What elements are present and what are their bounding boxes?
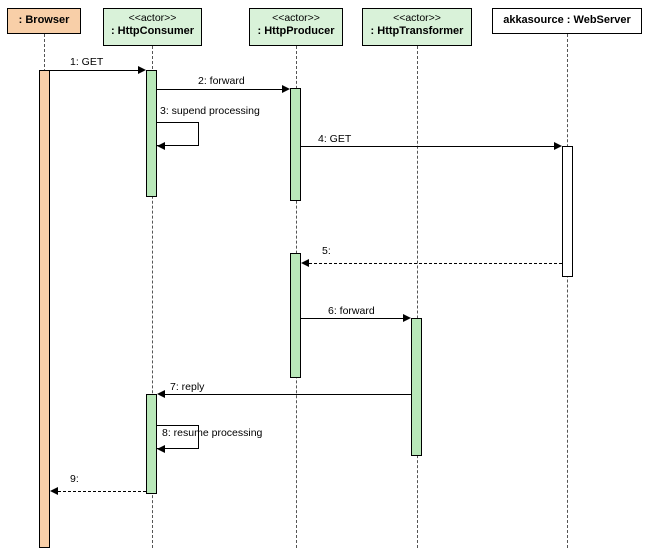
message-1-arrowhead xyxy=(138,66,146,74)
message-7-label: 7: reply xyxy=(170,381,205,393)
message-5-label: 5: xyxy=(322,245,331,257)
activation-webserver xyxy=(562,146,573,277)
activation-httpproducer-1 xyxy=(290,88,301,201)
activation-httpconsumer-1 xyxy=(146,70,157,197)
lifeline-name-browser: : Browser xyxy=(18,14,70,26)
message-6-line xyxy=(301,318,403,319)
message-7-line xyxy=(165,394,411,395)
message-5-line xyxy=(309,263,562,264)
lifeline-name-httpconsumer: : HttpConsumer xyxy=(110,25,195,38)
lifeline-head-httptransformer[interactable] xyxy=(362,8,472,46)
lifeline-dash-webserver xyxy=(567,34,568,548)
message-4-arrowhead xyxy=(554,142,562,150)
message-2-label: 2: forward xyxy=(198,75,245,87)
message-3-arrowhead xyxy=(157,142,165,150)
lifeline-name-httptransformer: : HttpTransformer xyxy=(370,25,464,38)
message-9-label: 9: xyxy=(70,473,79,485)
lifeline-name-webserver: akkasource : WebServer xyxy=(503,14,631,26)
activation-httptransformer xyxy=(411,318,422,456)
activation-httpproducer-2 xyxy=(290,253,301,378)
message-5-arrowhead xyxy=(301,259,309,267)
message-9-line xyxy=(58,491,146,492)
message-1-label: 1: GET xyxy=(70,56,104,68)
lifeline-stereotype-httpconsumer: <<actor>> xyxy=(128,12,177,24)
lifeline-head-browser[interactable] xyxy=(7,8,81,34)
message-6-label: 6: forward xyxy=(328,305,375,317)
message-7-arrowhead xyxy=(157,390,165,398)
message-3-label: 3: supend processing xyxy=(160,105,260,117)
lifeline-dash-httptransformer xyxy=(417,46,418,548)
lifeline-stereotype-httptransformer: <<actor>> xyxy=(393,12,441,24)
message-2-line xyxy=(157,89,282,90)
activation-httpconsumer-2 xyxy=(146,394,157,494)
lifeline-head-webserver[interactable] xyxy=(492,8,642,34)
lifeline-head-httpproducer[interactable] xyxy=(249,8,343,46)
message-4-label: 4: GET xyxy=(318,133,352,145)
message-1-line xyxy=(50,70,138,71)
lifeline-name-httpproducer: : HttpProducer xyxy=(257,25,335,38)
message-8-arrowhead xyxy=(157,445,165,453)
message-9-arrowhead xyxy=(50,487,58,495)
lifeline-stereotype-httpproducer: <<actor>> xyxy=(272,12,320,24)
message-2-arrowhead xyxy=(282,85,290,93)
message-4-line xyxy=(301,146,554,147)
lifeline-head-httpconsumer[interactable] xyxy=(103,8,202,46)
message-8-label: 8: resume processing xyxy=(162,427,263,439)
message-6-arrowhead xyxy=(403,314,411,322)
activation-browser xyxy=(39,70,50,548)
